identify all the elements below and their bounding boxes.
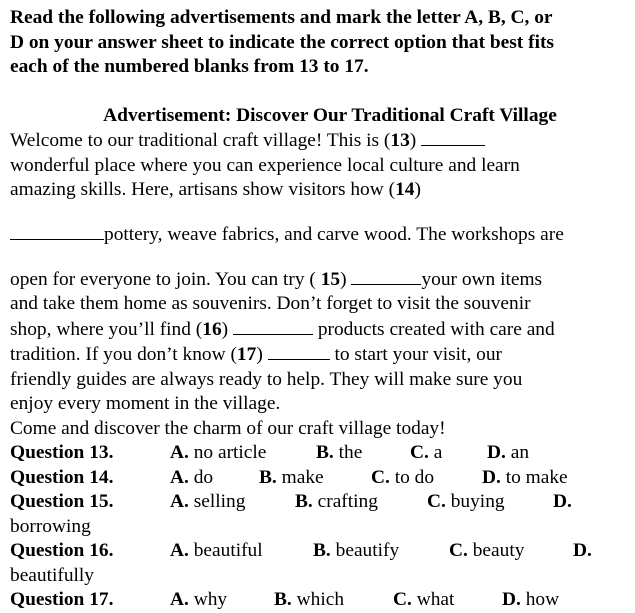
option-letter: B. xyxy=(274,589,292,611)
option-letter: A. xyxy=(170,442,189,464)
passage-text: to start your visit, our xyxy=(329,344,502,366)
option-a[interactable] xyxy=(170,490,245,515)
option-text: beautiful xyxy=(193,540,263,562)
option-letter: B. xyxy=(259,466,277,488)
option-d-letter[interactable] xyxy=(553,490,572,515)
passage-line xyxy=(10,128,630,154)
question-label: Question 17. xyxy=(10,589,114,611)
option-text: an xyxy=(510,442,530,464)
option-letter: B. xyxy=(295,491,313,513)
option-letter: A. xyxy=(170,491,189,513)
passage-line xyxy=(10,317,630,343)
option-letter: A. xyxy=(170,540,189,562)
option-a[interactable] xyxy=(170,466,213,491)
option-text: what xyxy=(416,589,455,611)
option-d-wrap[interactable]: borrowing xyxy=(10,515,91,537)
blank-number-13: 13 xyxy=(390,130,410,151)
option-text: do xyxy=(193,466,214,488)
passage-text xyxy=(10,222,564,248)
option-text: why xyxy=(193,589,228,611)
option-d-wrap[interactable]: beautifully xyxy=(10,564,95,586)
blank-number-16: 16 xyxy=(202,318,222,340)
blank-14 xyxy=(10,222,104,240)
option-letter: B. xyxy=(313,540,331,562)
option-letter: D. xyxy=(573,540,592,562)
blank-15 xyxy=(351,267,421,285)
blank-13 xyxy=(421,128,485,146)
option-text: how xyxy=(525,589,560,611)
blank-number-17: 17 xyxy=(236,344,257,366)
passage-text: products created with care and xyxy=(312,318,555,340)
option-letter: C. xyxy=(393,589,412,611)
passage-text: open for everyone to join. You can try ( xyxy=(10,268,316,290)
option-letter: B. xyxy=(316,442,334,464)
question-14 xyxy=(10,466,630,491)
questions xyxy=(10,441,630,613)
instruction-line: D on your answer sheet to indicate the correct option that best fits xyxy=(10,31,554,53)
passage-text: ) xyxy=(256,344,263,366)
passage-text: pottery, weave fabrics, and carve wood. The workshops are xyxy=(104,223,564,245)
passage-line: Come and discover the charm of our craft village today! xyxy=(10,417,446,439)
option-letter: C. xyxy=(410,442,429,464)
option-d[interactable] xyxy=(502,588,559,613)
passage-line: and take them home as souvenirs. Don’t forget to visit the souvenir xyxy=(10,293,531,315)
option-b[interactable] xyxy=(313,539,399,564)
option-d[interactable] xyxy=(487,441,529,466)
blank-number-15: 15 xyxy=(315,268,341,290)
option-text: to do xyxy=(394,466,435,488)
passage-text: ) xyxy=(221,318,229,340)
question-label: Question 14. xyxy=(10,466,114,488)
passage-line: enjoy every moment in the village. xyxy=(10,393,281,415)
worksheet xyxy=(10,6,630,613)
option-text: crafting xyxy=(317,491,378,513)
passage-line xyxy=(10,222,630,248)
instructions xyxy=(10,6,630,80)
question-13 xyxy=(10,441,630,466)
option-text: beautify xyxy=(335,540,400,562)
option-text: beauty xyxy=(472,540,525,562)
passage-line xyxy=(10,267,630,293)
option-text: buying xyxy=(450,491,505,513)
blank-number-14: 14 xyxy=(395,179,415,200)
passage-text: tradition. If you don’t know ( xyxy=(10,344,237,366)
passage-text: ) xyxy=(414,179,421,200)
passage-line xyxy=(10,342,630,368)
instruction-line: each of the numbered blanks from 13 to 17. xyxy=(10,56,369,77)
option-text: the xyxy=(338,442,363,464)
passage-text: your own items xyxy=(421,268,543,290)
instruction-line: Read the following advertisements and mark the letter A, B, C, or xyxy=(10,7,553,28)
option-d-letter[interactable] xyxy=(573,539,592,564)
option-c[interactable] xyxy=(427,490,505,515)
option-letter: C. xyxy=(371,466,390,488)
option-text: which xyxy=(296,589,345,611)
option-c[interactable] xyxy=(393,588,454,613)
question-15 xyxy=(10,490,630,515)
option-b[interactable] xyxy=(295,490,378,515)
passage xyxy=(10,128,630,441)
option-a[interactable] xyxy=(170,539,263,564)
option-d[interactable] xyxy=(482,466,568,491)
option-b[interactable] xyxy=(274,588,344,613)
option-text: a xyxy=(433,442,443,464)
option-text: make xyxy=(281,466,324,488)
passage-text: ) xyxy=(340,268,347,290)
passage-text: Welcome to our traditional craft village! This is ( xyxy=(10,130,391,151)
option-letter: D. xyxy=(553,491,572,513)
option-c[interactable] xyxy=(371,466,434,491)
question-16 xyxy=(10,539,630,564)
passage-text: shop, where you’ll find ( xyxy=(10,318,203,340)
question-label: Question 15. xyxy=(10,491,114,513)
passage-line xyxy=(10,178,630,203)
option-a[interactable] xyxy=(170,588,227,613)
question-label: Question 16. xyxy=(10,540,114,562)
option-letter: C. xyxy=(449,540,468,562)
option-text: no article xyxy=(193,442,267,464)
option-letter: A. xyxy=(170,466,189,488)
passage-line: wonderful place where you can experience local culture and learn xyxy=(10,154,520,176)
option-b[interactable] xyxy=(316,441,362,466)
option-letter: A. xyxy=(170,589,189,611)
option-letter: D. xyxy=(487,442,506,464)
option-letter: D. xyxy=(482,466,501,488)
passage-line: friendly guides are always ready to help. They will make sure you xyxy=(10,368,523,390)
option-c[interactable] xyxy=(410,441,442,466)
question-label: Question 13. xyxy=(10,442,114,464)
option-letter: D. xyxy=(502,589,521,611)
question-17 xyxy=(10,588,630,613)
advertisement-title: Advertisement: Discover Our Traditional Craft Village xyxy=(103,104,557,126)
option-text: selling xyxy=(193,491,246,513)
option-a[interactable] xyxy=(170,441,266,466)
option-text: to make xyxy=(505,466,568,488)
blank-16 xyxy=(233,317,313,335)
option-b[interactable] xyxy=(259,466,324,491)
passage-text: amazing skills. Here, artisans show visitors how ( xyxy=(10,179,396,200)
option-c[interactable] xyxy=(449,539,524,564)
option-letter: C. xyxy=(427,491,446,513)
blank-17 xyxy=(268,342,330,360)
passage-text: ) xyxy=(409,130,417,151)
